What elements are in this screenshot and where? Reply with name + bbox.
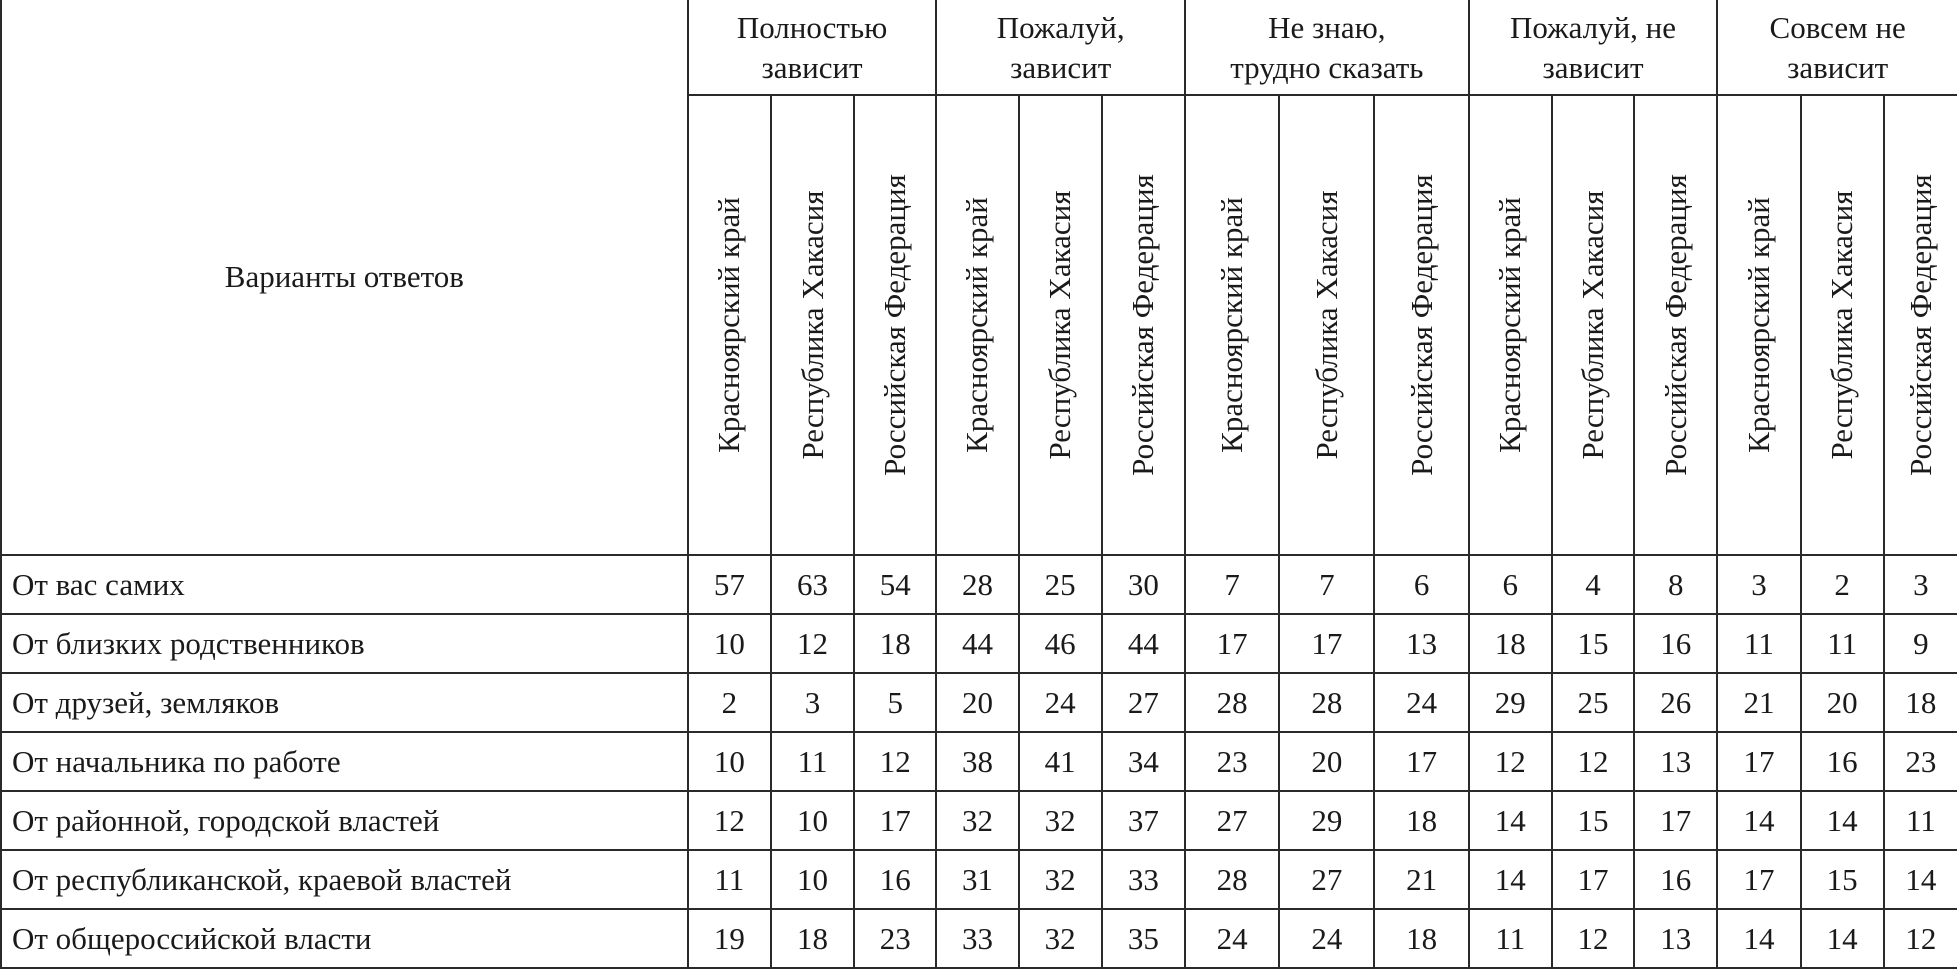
table-row xyxy=(1,850,1957,909)
value-cell: 33 xyxy=(936,909,1018,968)
table-row xyxy=(1,791,1957,850)
value-cell: 14 xyxy=(1469,791,1552,850)
table-row xyxy=(1,909,1957,968)
value-cell: 57 xyxy=(688,555,771,614)
value-cell: 21 xyxy=(1374,850,1468,909)
value-cell: 2 xyxy=(688,673,771,732)
region-header: Республика Хакасия xyxy=(1801,95,1884,555)
region-header: Российская Федерация xyxy=(1634,95,1717,555)
group-header-probably-not: Пожалуй, не зависит xyxy=(1469,0,1718,95)
value-cell: 17 xyxy=(1634,791,1717,850)
value-cell: 12 xyxy=(1552,909,1634,968)
row-label: От начальника по работе xyxy=(1,732,688,791)
value-cell: 14 xyxy=(1717,909,1800,968)
value-cell: 10 xyxy=(771,791,854,850)
table-row xyxy=(1,732,1957,791)
value-cell: 12 xyxy=(1884,909,1957,968)
region-header: Российская Федерация xyxy=(854,95,936,555)
value-cell: 32 xyxy=(1019,909,1102,968)
row-label: От близких родственников xyxy=(1,614,688,673)
value-cell: 15 xyxy=(1552,614,1634,673)
value-cell: 18 xyxy=(854,614,936,673)
value-cell: 10 xyxy=(771,850,854,909)
value-cell: 18 xyxy=(1374,791,1468,850)
value-cell: 17 xyxy=(1717,850,1800,909)
value-cell: 15 xyxy=(1801,850,1884,909)
value-cell: 26 xyxy=(1634,673,1717,732)
value-cell: 14 xyxy=(1884,850,1957,909)
value-cell: 33 xyxy=(1102,850,1185,909)
value-cell: 23 xyxy=(1884,732,1957,791)
value-cell: 11 xyxy=(1801,614,1884,673)
table-row xyxy=(1,673,1957,732)
value-cell: 18 xyxy=(1469,614,1552,673)
value-cell: 7 xyxy=(1185,555,1279,614)
region-header: Российская Федерация xyxy=(1374,95,1468,555)
value-cell: 23 xyxy=(854,909,936,968)
table-row xyxy=(1,555,1957,614)
value-cell: 18 xyxy=(1884,673,1957,732)
value-cell: 20 xyxy=(1279,732,1374,791)
value-cell: 46 xyxy=(1019,614,1102,673)
value-cell: 5 xyxy=(854,673,936,732)
value-cell: 28 xyxy=(1185,673,1279,732)
value-cell: 12 xyxy=(854,732,936,791)
region-header: Красноярский край xyxy=(1717,95,1800,555)
value-cell: 6 xyxy=(1374,555,1468,614)
value-cell: 27 xyxy=(1185,791,1279,850)
region-header: Красноярский край xyxy=(1469,95,1552,555)
row-label: От друзей, земляков xyxy=(1,673,688,732)
value-cell: 54 xyxy=(854,555,936,614)
value-cell: 19 xyxy=(688,909,771,968)
value-cell: 35 xyxy=(1102,909,1185,968)
region-header: Республика Хакасия xyxy=(771,95,854,555)
value-cell: 16 xyxy=(1634,850,1717,909)
value-cell: 12 xyxy=(771,614,854,673)
value-cell: 24 xyxy=(1279,909,1374,968)
value-cell: 24 xyxy=(1185,909,1279,968)
value-cell: 13 xyxy=(1374,614,1468,673)
value-cell: 6 xyxy=(1469,555,1552,614)
answers-header: Варианты ответов xyxy=(1,0,688,555)
value-cell: 9 xyxy=(1884,614,1957,673)
value-cell: 15 xyxy=(1552,791,1634,850)
value-cell: 44 xyxy=(936,614,1018,673)
table-body xyxy=(1,555,1957,968)
region-header: Российская Федерация xyxy=(1102,95,1185,555)
value-cell: 17 xyxy=(1279,614,1374,673)
value-cell: 37 xyxy=(1102,791,1185,850)
value-cell: 14 xyxy=(1801,909,1884,968)
value-cell: 28 xyxy=(936,555,1018,614)
value-cell: 20 xyxy=(936,673,1018,732)
value-cell: 28 xyxy=(1279,673,1374,732)
value-cell: 27 xyxy=(1102,673,1185,732)
value-cell: 16 xyxy=(854,850,936,909)
value-cell: 17 xyxy=(1374,732,1468,791)
region-header: Российская Федерация xyxy=(1884,95,1957,555)
value-cell: 11 xyxy=(771,732,854,791)
value-cell: 32 xyxy=(936,791,1018,850)
value-cell: 3 xyxy=(1884,555,1957,614)
value-cell: 11 xyxy=(688,850,771,909)
group-header-not-at-all: Совсем не зависит xyxy=(1717,0,1957,95)
value-cell: 63 xyxy=(771,555,854,614)
row-label: От республиканской, краевой властей xyxy=(1,850,688,909)
row-label: От районной, городской властей xyxy=(1,791,688,850)
value-cell: 4 xyxy=(1552,555,1634,614)
value-cell: 14 xyxy=(1717,791,1800,850)
value-cell: 24 xyxy=(1019,673,1102,732)
value-cell: 30 xyxy=(1102,555,1185,614)
value-cell: 25 xyxy=(1019,555,1102,614)
value-cell: 13 xyxy=(1634,732,1717,791)
group-header-probably-depends: Пожалуй, зависит xyxy=(936,0,1185,95)
value-cell: 17 xyxy=(1552,850,1634,909)
region-header: Красноярский край xyxy=(936,95,1018,555)
value-cell: 32 xyxy=(1019,791,1102,850)
value-cell: 18 xyxy=(771,909,854,968)
value-cell: 3 xyxy=(1717,555,1800,614)
value-cell: 3 xyxy=(771,673,854,732)
value-cell: 34 xyxy=(1102,732,1185,791)
value-cell: 2 xyxy=(1801,555,1884,614)
row-label: От общероссийской власти xyxy=(1,909,688,968)
value-cell: 21 xyxy=(1717,673,1800,732)
value-cell: 10 xyxy=(688,614,771,673)
value-cell: 8 xyxy=(1634,555,1717,614)
value-cell: 12 xyxy=(1469,732,1552,791)
value-cell: 20 xyxy=(1801,673,1884,732)
value-cell: 32 xyxy=(1019,850,1102,909)
value-cell: 44 xyxy=(1102,614,1185,673)
value-cell: 12 xyxy=(1552,732,1634,791)
value-cell: 16 xyxy=(1801,732,1884,791)
value-cell: 16 xyxy=(1634,614,1717,673)
value-cell: 31 xyxy=(936,850,1018,909)
region-header: Красноярский край xyxy=(688,95,771,555)
value-cell: 14 xyxy=(1801,791,1884,850)
value-cell: 18 xyxy=(1374,909,1468,968)
value-cell: 24 xyxy=(1374,673,1468,732)
row-label: От вас самих xyxy=(1,555,688,614)
value-cell: 28 xyxy=(1185,850,1279,909)
value-cell: 38 xyxy=(936,732,1018,791)
value-cell: 7 xyxy=(1279,555,1374,614)
table-header xyxy=(1,0,1957,555)
value-cell: 27 xyxy=(1279,850,1374,909)
value-cell: 11 xyxy=(1469,909,1552,968)
value-cell: 17 xyxy=(854,791,936,850)
value-cell: 12 xyxy=(688,791,771,850)
value-cell: 17 xyxy=(1185,614,1279,673)
value-cell: 11 xyxy=(1884,791,1957,850)
value-cell: 23 xyxy=(1185,732,1279,791)
value-cell: 14 xyxy=(1469,850,1552,909)
value-cell: 25 xyxy=(1552,673,1634,732)
region-header: Красноярский край xyxy=(1185,95,1279,555)
region-header: Республика Хакасия xyxy=(1019,95,1102,555)
table-row xyxy=(1,614,1957,673)
value-cell: 13 xyxy=(1634,909,1717,968)
value-cell: 29 xyxy=(1279,791,1374,850)
region-header: Республика Хакасия xyxy=(1279,95,1374,555)
value-cell: 11 xyxy=(1717,614,1800,673)
value-cell: 17 xyxy=(1717,732,1800,791)
region-header: Республика Хакасия xyxy=(1552,95,1634,555)
value-cell: 41 xyxy=(1019,732,1102,791)
value-cell: 29 xyxy=(1469,673,1552,732)
group-header-fully-depends: Полностью зависит xyxy=(688,0,937,95)
group-header-dont-know: Не знаю, трудно сказать xyxy=(1185,0,1469,95)
value-cell: 10 xyxy=(688,732,771,791)
